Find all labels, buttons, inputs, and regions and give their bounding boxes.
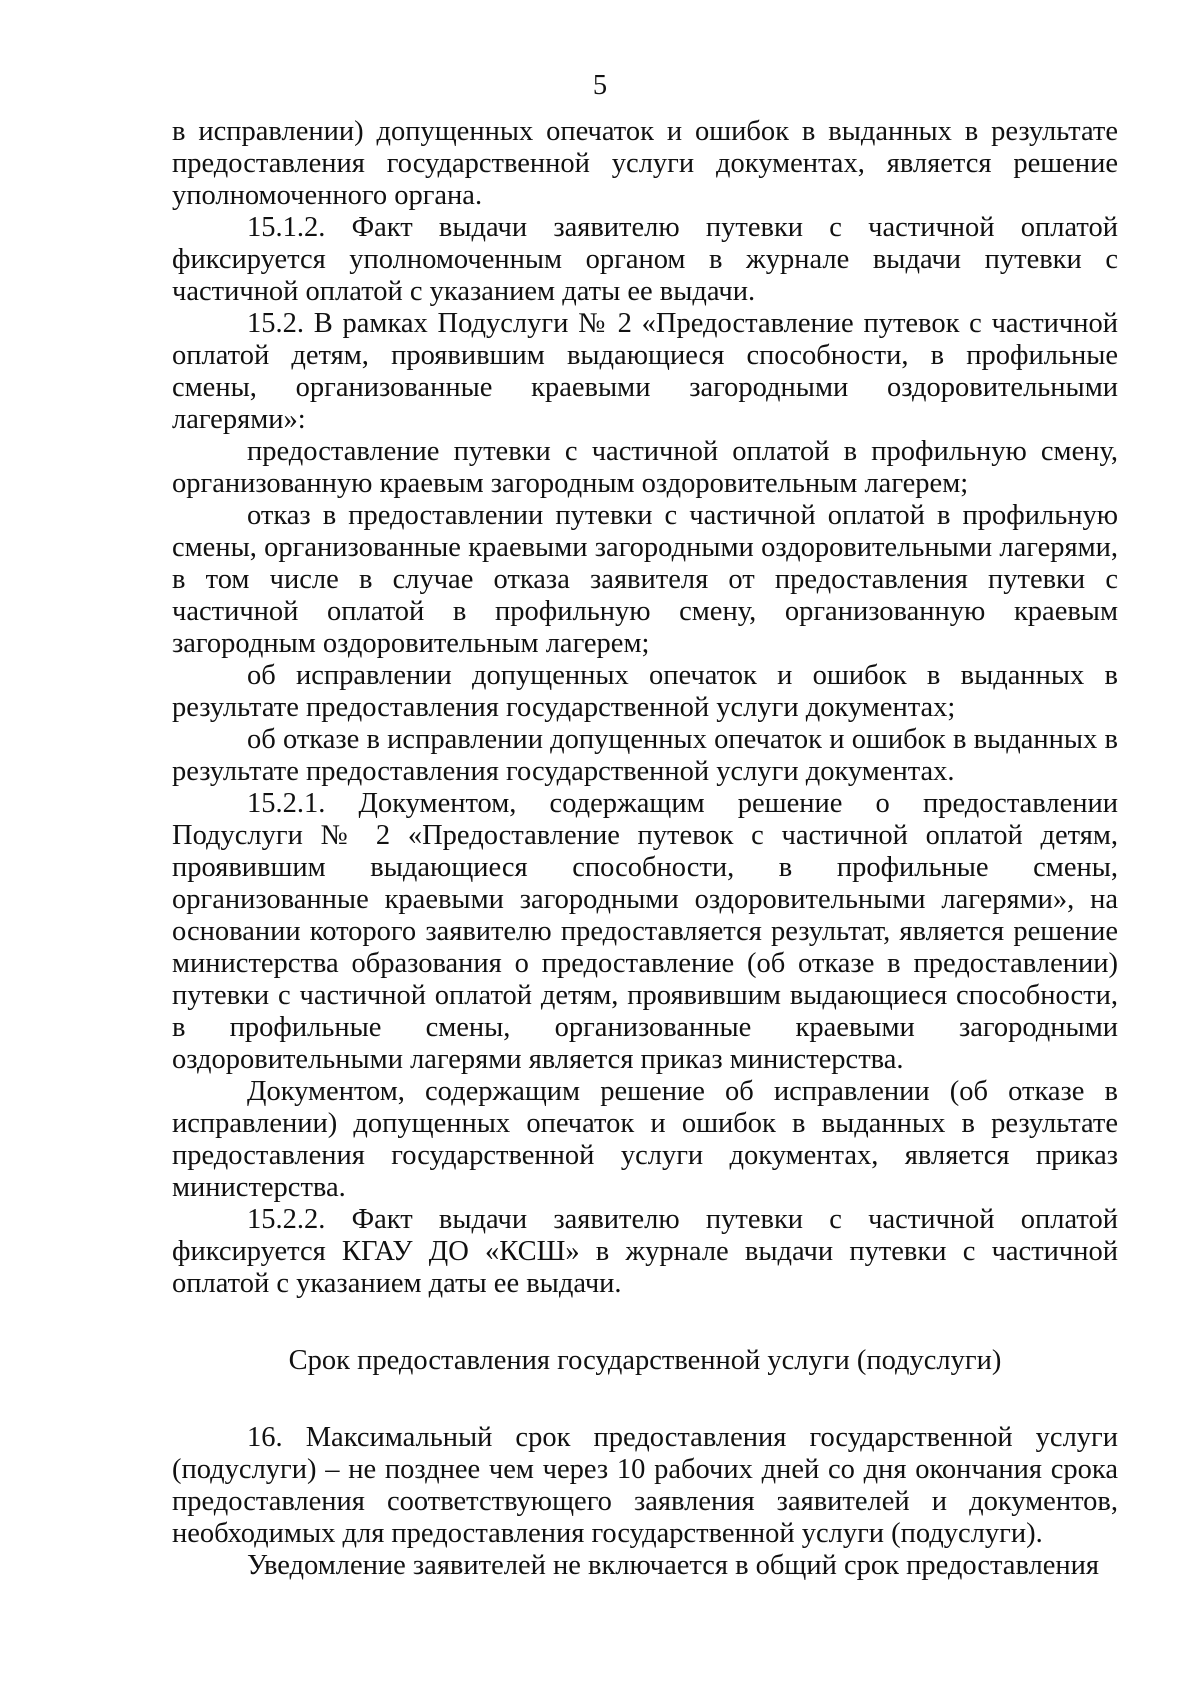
list-item-grant: предоставление путевки с частичной оплатой в профильную смену, организованную краевым загородным оздоровительным лагерем; xyxy=(172,436,1118,499)
section-heading: Срок предоставления государственной услуги (подуслуги) xyxy=(288,1345,1002,1376)
page-number: 5 xyxy=(592,70,608,101)
paragraph-15-1-2: 15.1.2. Факт выдачи заявителю путевки с частичной оплатой фиксируется уполномоченным органом в журнале выдачи путевки с частичной оплатой с указанием даты ее выдачи. xyxy=(172,212,1118,307)
paragraph-correction-document: Документом, содержащим решение об исправлении (об отказе в исправлении) допущенных опечаток и ошибок в выданных в результате предоставления государственной услуги документах, является приказ министерства. xyxy=(172,1076,1118,1203)
list-item-correction-refusal: об отказе в исправлении допущенных опечаток и ошибок в выданных в результате предоставления государственной услуги документах. xyxy=(172,724,1118,787)
paragraph-16: 16. Максимальный срок предоставления государственной услуги (подуслуги) – не позднее чем через 10 рабочих дней со дня окончания срока предоставления соответствующего заявления заявителей и документов, необходимых для предоставления государственной услуги (подуслуги). xyxy=(172,1422,1118,1549)
list-item-correction: об исправлении допущенных опечаток и ошибок в выданных в результате предоставления государственной услуги документах; xyxy=(172,660,1118,723)
paragraph-continuation: в исправлении) допущенных опечаток и ошибок в выданных в результате предоставления государственной услуги документах, является решение уполномоченного органа. xyxy=(172,116,1118,211)
paragraph-notification: Уведомление заявителей не включается в общий срок предоставления xyxy=(247,1550,1100,1581)
list-item-refusal: отказ в предоставлении путевки с частичной оплатой в профильную смены, организованные краевыми загородными оздоровительными лагерями, в том числе в случае отказа заявителя от предоставления путевки с частичной оплатой в профильную смену, организованную краевым загородным оздоровительным лагерем; xyxy=(172,500,1118,659)
paragraph-15-2-2: 15.2.2. Факт выдачи заявителю путевки с частичной оплатой фиксируется КГАУ ДО «КСШ» в журнале выдачи путевки с частичной оплатой с указанием даты ее выдачи. xyxy=(172,1204,1118,1299)
paragraph-15-2-1: 15.2.1. Документом, содержащим решение о предоставлении Подуслуги № 2 «Предоставление путевок с частичной оплатой детям, проявившим выдающиеся способности, в профильные смены, организованные краевыми загородными оздоровительными лагерями», на основании которого заявителю предоставляется результат, является решение министерства образования о предоставление (об отказе в предоставлении) путевки с частичной оплатой детям, проявившим выдающиеся способности, в профильные смены, организованные краевыми загородными оздоровительными лагерями является приказ министерства. xyxy=(172,788,1118,1075)
paragraph-15-2: 15.2. В рамках Подуслуги № 2 «Предоставление путевок с частичной оплатой детям, проявившим выдающиеся способности, в профильные смены, организованные краевыми загородными оздоровительными лагерями»: xyxy=(172,308,1118,435)
document-body xyxy=(172,116,1118,1582)
